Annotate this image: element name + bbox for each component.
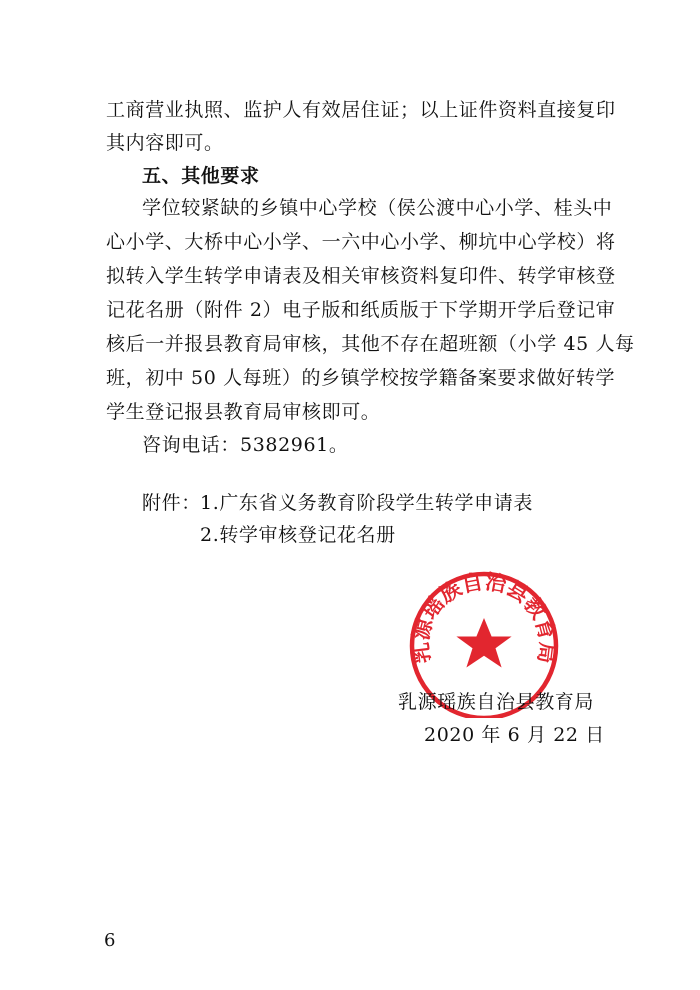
paragraph-line-1: 学位较紧缺的乡镇中心学校（侯公渡中心小学、桂头中	[142, 197, 613, 219]
attachment-item-2: 2.转学审核登记花名册	[200, 524, 396, 546]
signature-date: 2020 年 6 月 22 日	[424, 724, 605, 746]
body-line-2: 其内容即可。	[106, 132, 224, 154]
attachments-label: 附件：	[142, 492, 201, 514]
paragraph-line-7: 学生登记报县教育局审核即可。	[106, 401, 381, 423]
signature-org: 乳源瑶族自治县教育局	[398, 691, 595, 713]
section-heading: 五、其他要求	[142, 165, 260, 187]
attachment-item-1: 1.广东省义务教育阶段学生转学申请表	[200, 492, 533, 514]
paragraph-line-5: 核后一并报县教育局审核，其他不存在超班额（小学 45 人每	[106, 333, 635, 355]
body-line-1: 工商营业执照、监护人有效居住证；以上证件资料直接复印	[106, 99, 616, 121]
paragraph-line-3: 拟转入学生转学申请表及相关审核资料复印件、转学审核登	[106, 265, 616, 287]
paragraph-line-2: 心小学、大桥中心小学、一六中心小学、柳坑中心学校）将	[106, 231, 616, 253]
contact-phone: 咨询电话：5382961。	[142, 434, 349, 456]
paragraph-line-4: 记花名册（附件 2）电子版和纸质版于下学期开学后登记审	[106, 299, 616, 321]
paragraph-line-6: 班，初中 50 人每班）的乡镇学校按学籍备案要求做好转学	[106, 367, 616, 389]
page-number: 6	[104, 930, 116, 951]
seal-star-icon	[456, 618, 511, 668]
seal-text: 乳源瑶族自治县教育局	[408, 569, 560, 665]
